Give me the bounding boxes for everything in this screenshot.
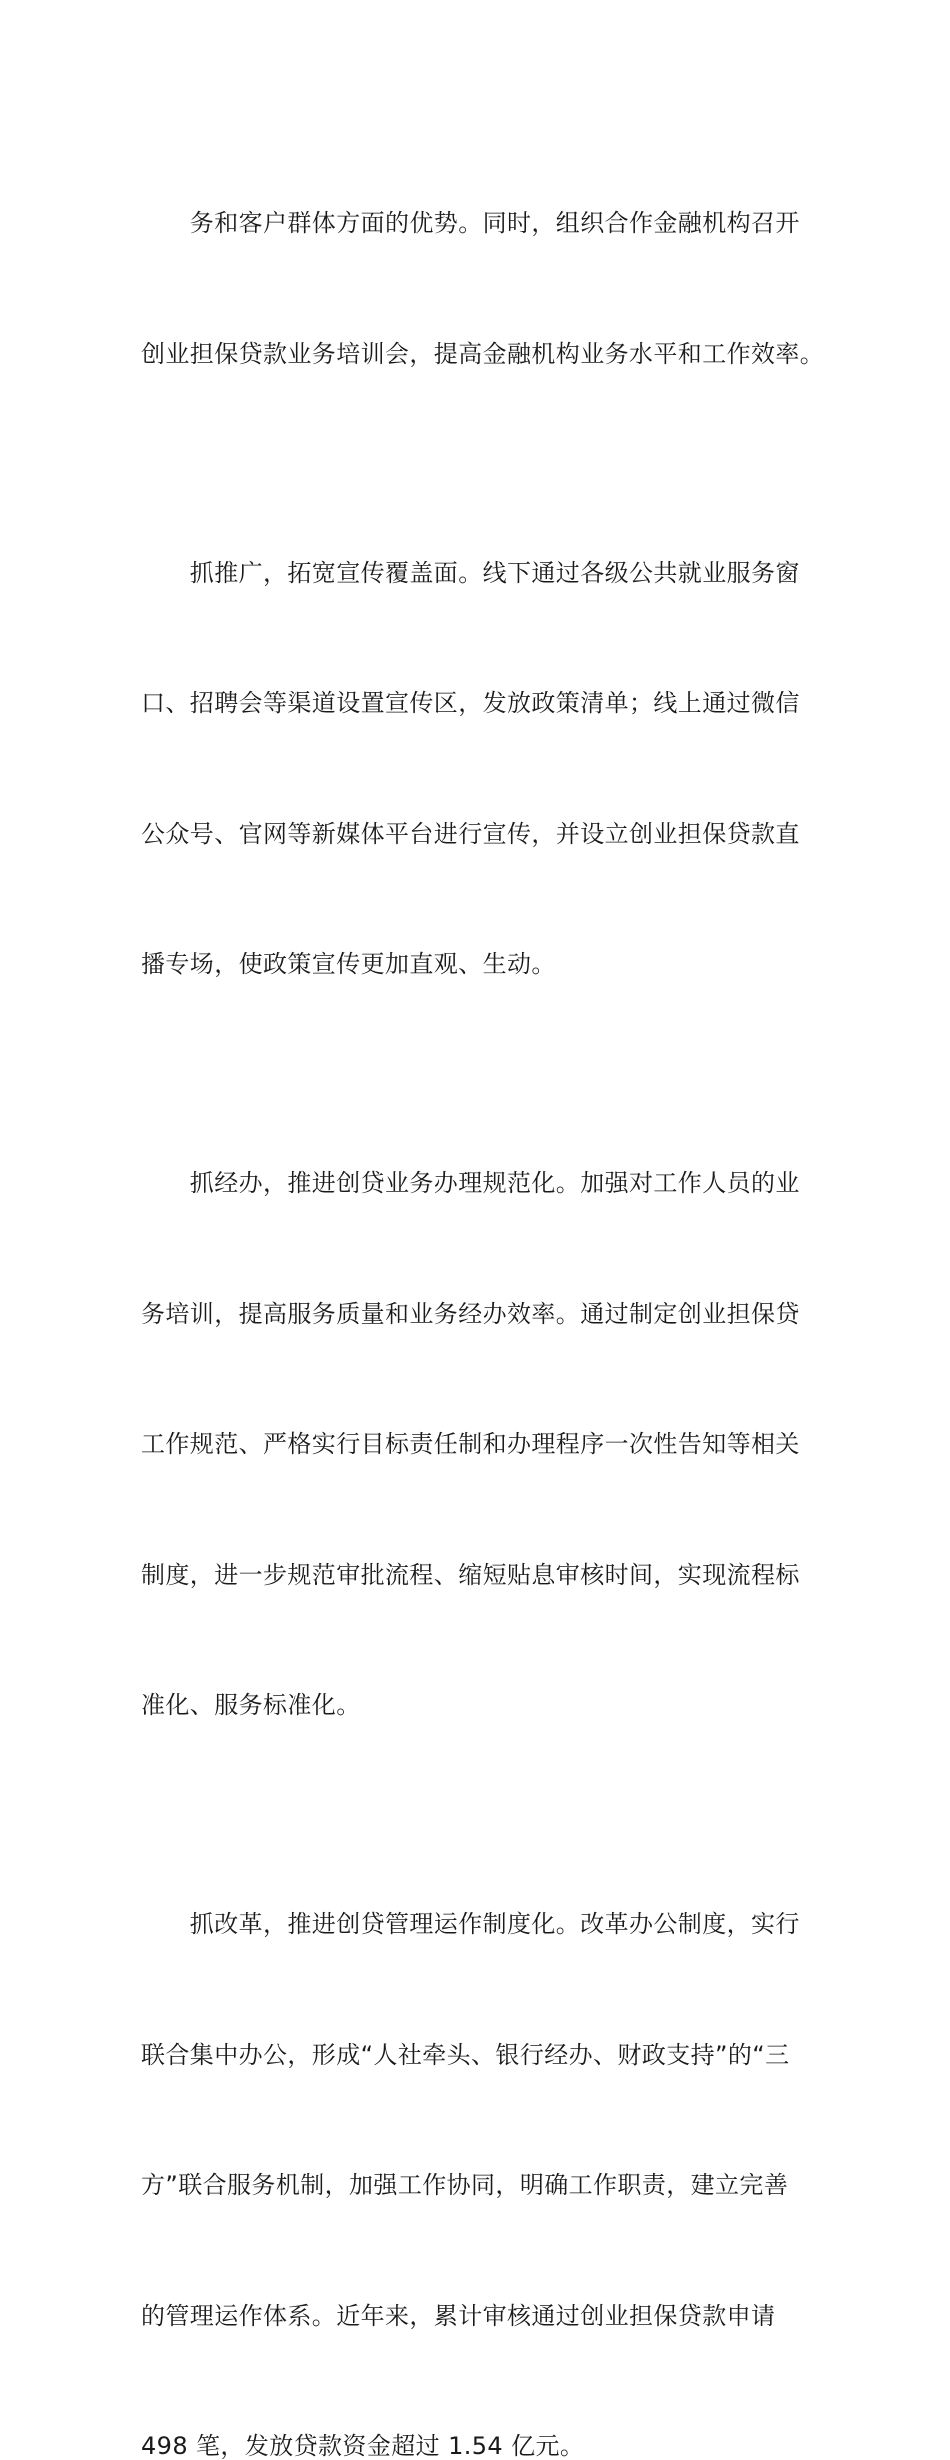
paragraph-4 — [141, 1816, 813, 2460]
paragraph-line: 制度，进一步规范审批流程、缩短贴息审核时间，实现流程标 — [141, 1560, 800, 1589]
paragraph-line: 创业担保贷款业务培训会，提高金融机构业务水平和工作效率。 — [141, 339, 825, 368]
paragraph-line: 务培训，提高服务质量和业务经办效率。通过制定创业担保贷 — [141, 1299, 800, 1328]
paragraph-line: 播专场，使政策宣传更加直观、生动。 — [141, 950, 556, 978]
paragraph-line: 的管理运作体系。近年来，累计审核通过创业担保贷款申请 — [141, 2301, 776, 2330]
paragraph-line: 准化、服务标准化。 — [141, 1691, 361, 1719]
paragraph-line: 务和客户群体方面的优势。同时，组织合作金融机构召开 — [141, 209, 800, 237]
paragraph-line: 公众号、官网等新媒体平台进行宣传，并设立创业担保贷款直 — [141, 819, 800, 848]
paragraph-line: 工作规范、严格实行目标责任制和办理程序一次性告知等相关 — [141, 1430, 800, 1458]
paragraph-2 — [141, 465, 813, 1074]
paragraph-line: 口、招聘会等渠道设置宣传区，发放政策清单；线上通过微信 — [141, 689, 800, 717]
paragraph-line: 抓经办，推进创贷业务办理规范化。加强对工作人员的业 — [141, 1169, 800, 1197]
paragraph-3 — [141, 1075, 813, 1815]
document-body — [141, 115, 825, 2460]
paragraph-line: 498 笔，发放贷款资金超过 1.54 亿元。 — [141, 2432, 585, 2460]
paragraph-line: 方”联合服务机制，加强工作协同，明确工作职责，建立完善 — [141, 2171, 789, 2199]
paragraph-line: 联合集中办公，形成“人社牵头、银行经办、财政支持”的“三 — [141, 2040, 790, 2069]
paragraph-line: 抓推广，拓宽宣传覆盖面。线下通过各级公共就业服务窗 — [141, 558, 800, 587]
paragraph-1 — [141, 115, 825, 463]
paragraph-line: 抓改革，推进创贷管理运作制度化。改革办公制度，实行 — [141, 1910, 800, 1938]
